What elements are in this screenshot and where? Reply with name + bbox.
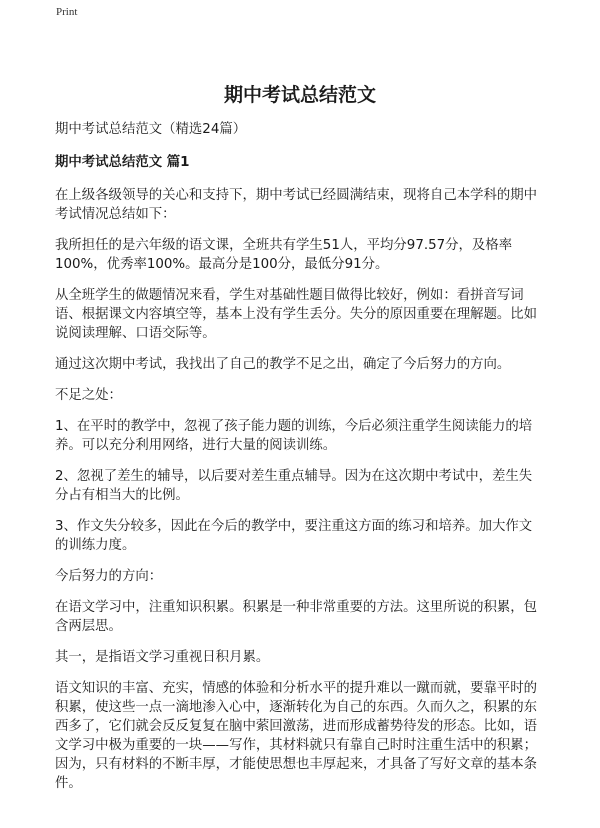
paragraph: 1、在平时的教学中，忽视了孩子能力题的训练，今后必须注重学生阅读能力的培养。可以充分利用网络，进行大量的阅读训练。 xyxy=(55,419,533,453)
paragraph: 语文知识的丰富、充实，情感的体验和分析水平的提升难以一蹴而就，要靠平时的积累，使这些一点一滴地渗入心中，逐渐转化为自己的东西。久而久之，积累的东西多了，它们就会反反复复在脑中萦回激荡，进而形成蓄势待发的形态。比如，语文学习中极为重要的一块——写作，其材料就只有靠自己时时注重生活中的积累；因为，只有材料的不断丰厚，才能使思想也丰厚起来，才具备了写好文章的基本条件。 xyxy=(55,681,538,791)
paragraph: 我所担任的是六年级的语文课，全班共有学生51人，平均分97.57分，及格率100%，优秀率100%。最高分是100分，最低分91分。 xyxy=(55,238,513,272)
paragraph: 通过这次期中考试，我找出了自己的教学不足之出，确定了今后努力的方向。 xyxy=(55,357,511,372)
paragraph: 不足之处： xyxy=(55,388,122,403)
paragraph: 在语文学习中，注重知识积累。积累是一种非常重要的方法。这里所说的积累，包含两层思。 xyxy=(55,600,538,634)
paragraph: 在上级各级领导的关心和支持下，期中考试已经圆满结束，现将自己本学科的期中考试情况总结如下： xyxy=(55,188,538,222)
document-title: 期中考试总结范文 xyxy=(223,84,376,106)
section-heading: 期中考试总结范文 篇1 xyxy=(55,155,190,170)
paragraph: 3、作文失分较多，因此在今后的教学中，要注重这方面的练习和培养。加大作文的训练力度。 xyxy=(55,519,533,553)
paragraph: 今后努力的方向： xyxy=(55,569,163,584)
paragraph: 其一，是指语文学习重视日积月累。 xyxy=(55,650,270,665)
paragraph: 2、忽视了差生的辅导，以后要对差生重点辅导。因为在这次期中考试中，差生失分占有相当大的比例。 xyxy=(55,469,533,503)
document-body xyxy=(55,120,539,805)
paragraph: 从全班学生的做题情况来看，学生对基础性题目做得比较好，例如：看拼音写词语、根据课文内容填空等，基本上没有学生丢分。失分的原因重要在理解题。比如说阅读理解、口语交际等。 xyxy=(55,288,538,341)
print-link[interactable]: Print xyxy=(56,6,78,18)
document-subtitle: 期中考试总结范文（精选24篇） xyxy=(55,122,247,137)
